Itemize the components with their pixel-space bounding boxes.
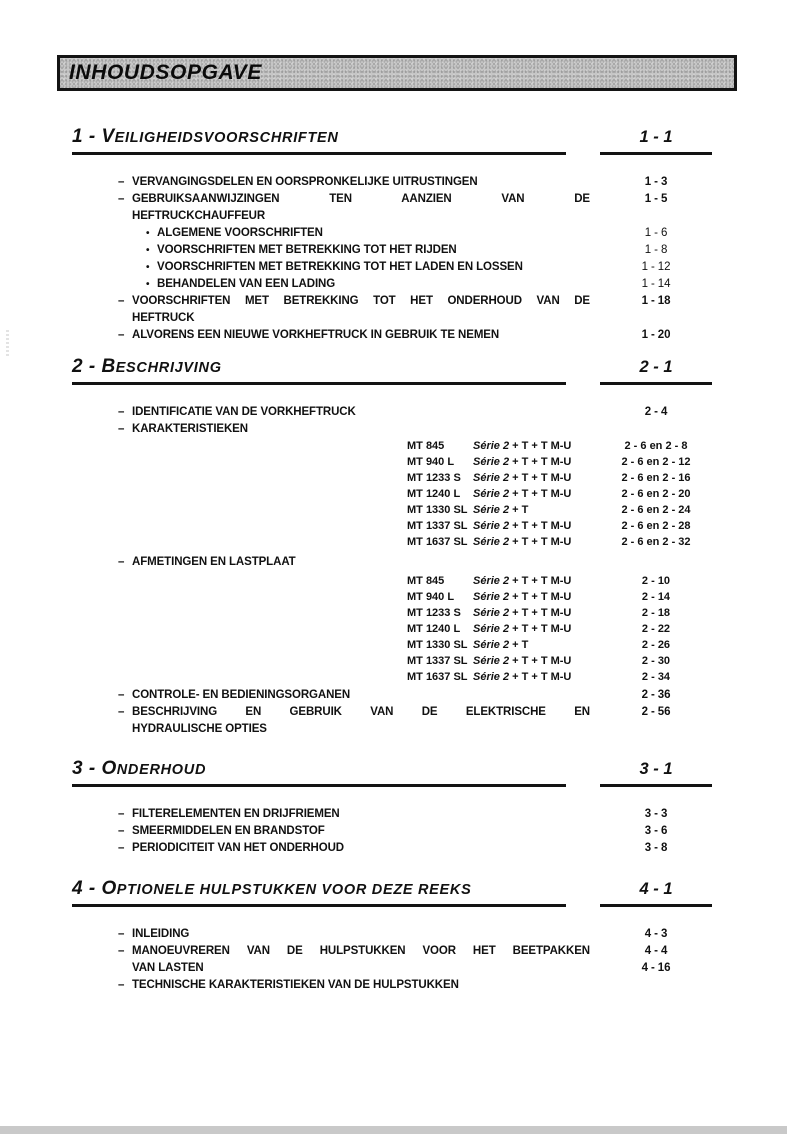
toc-item-page: 4 - 4 4 - 16 — [641, 945, 671, 974]
model-serie: Série 2 + T — [473, 504, 529, 516]
page-title: INHOUDSOPGAVE — [69, 61, 262, 84]
model-serie: Série 2 + T + T M-U — [473, 456, 572, 468]
dash-icon: – — [118, 979, 125, 991]
toc-item-label: INLEIDING — [132, 928, 190, 940]
toc-item-page: 1 - 6 — [644, 227, 668, 239]
model-name: MT 1330 SL — [407, 639, 468, 651]
toc-item-page: 4 - 3 — [644, 928, 668, 940]
model-page: 2 - 26 — [641, 639, 671, 651]
model-name: MT 940 L — [407, 591, 455, 603]
toc-item-label: MANOEUVREREN VAN DE HULPSTUKKEN VOOR HET BEETPAKKEN VAN LASTEN — [132, 945, 590, 974]
toc-item — [118, 704, 712, 738]
model-name: MT 1233 S — [407, 472, 461, 484]
dash-icon: – — [118, 176, 125, 188]
section-title-lead: 4 - O — [72, 878, 117, 899]
toc-item-label: KARAKTERISTIEKEN — [132, 423, 248, 435]
model-row — [407, 438, 712, 454]
model-page: 2 - 18 — [641, 607, 671, 619]
toc-item-label: AFMETINGEN EN LASTPLAAT — [132, 556, 296, 568]
model-name: MT 1240 L — [407, 488, 461, 500]
model-page: 2 - 10 — [641, 575, 671, 587]
section-title-rest: PTIONELE HULPSTUKKEN VOOR DEZE REEKS — [116, 882, 472, 898]
dash-icon: – — [118, 423, 125, 435]
model-page: 2 - 22 — [641, 623, 671, 635]
toc-item — [118, 926, 712, 943]
toc-item — [118, 242, 712, 259]
toc-item — [118, 174, 712, 191]
toc-item-page: 2 - 56 — [641, 706, 671, 718]
toc-item-page: 2 - 4 — [644, 406, 668, 418]
section-title-lead: 3 - O — [72, 758, 117, 779]
section-title-rest: NDERHOUD — [116, 762, 207, 778]
toc-item — [118, 421, 712, 438]
toc-item — [118, 943, 712, 977]
toc-item — [118, 823, 712, 840]
toc-item-page: 1 - 18 — [641, 295, 671, 307]
model-page: 2 - 6 en 2 - 28 — [621, 520, 691, 532]
model-page: 2 - 6 en 2 - 24 — [621, 504, 691, 516]
dash-icon: – — [118, 825, 125, 837]
toc-item-label: VOORSCHRIFTEN MET BETREKKING TOT HET ONDERHOUD VAN DE HEFTRUCK — [132, 295, 590, 324]
page-title-banner — [57, 55, 737, 91]
toc-item-page: 1 - 8 — [644, 244, 668, 256]
dash-icon: – — [118, 706, 125, 718]
toc-item-page: 1 - 12 — [641, 261, 671, 273]
toc-item — [118, 327, 712, 344]
toc-item — [118, 191, 712, 225]
model-row — [407, 573, 712, 589]
section-title-rest: EILIGHEIDSVOORSCHRIFTEN — [114, 130, 339, 146]
section-title — [72, 356, 566, 385]
section-title-lead: 1 - V — [72, 126, 115, 147]
section-heading — [72, 758, 712, 787]
model-serie: Série 2 + T + T M-U — [473, 591, 572, 603]
toc-item-label: BEHANDELEN VAN EEN LADING — [157, 278, 336, 290]
toc-item-page: 3 - 6 — [644, 825, 668, 837]
section-beschrijving — [72, 356, 712, 738]
toc-item-label: PERIODICITEIT VAN HET ONDERHOUD — [132, 842, 345, 854]
section-title — [72, 758, 566, 787]
dash-icon: – — [118, 556, 125, 568]
section-page-number: 1 - 1 — [600, 128, 712, 155]
bullet-icon: • — [146, 279, 150, 290]
toc-item-list — [118, 404, 712, 438]
scan-artifact — [6, 330, 9, 358]
model-row — [407, 653, 712, 669]
model-row — [407, 605, 712, 621]
model-row — [407, 621, 712, 637]
toc-item — [118, 225, 712, 242]
karakteristieken-model-table — [407, 438, 712, 550]
toc-item — [118, 276, 712, 293]
model-serie: Série 2 + T + T M-U — [473, 536, 572, 548]
section-veiligheidsvoorschriften — [72, 126, 712, 344]
model-serie: Série 2 + T + T M-U — [473, 575, 572, 587]
toc-item-page: 1 - 3 — [644, 176, 668, 188]
toc-item-page: 2 - 36 — [641, 689, 671, 701]
section-page-number: 4 - 1 — [600, 880, 712, 907]
model-name: MT 940 L — [407, 456, 455, 468]
model-serie: Série 2 + T + T M-U — [473, 488, 572, 500]
toc-item — [118, 259, 712, 276]
model-page: 2 - 6 en 2 - 8 — [624, 440, 688, 452]
toc-item — [118, 840, 712, 857]
toc-item-list — [118, 687, 712, 738]
section-optionele-hulpstukken — [72, 878, 712, 994]
model-row — [407, 486, 712, 502]
model-name: MT 1637 SL — [407, 671, 468, 683]
model-page: 2 - 6 en 2 - 16 — [621, 472, 691, 484]
dash-icon: – — [118, 945, 125, 957]
model-page: 2 - 6 en 2 - 32 — [621, 536, 691, 548]
model-name: MT 845 — [407, 575, 445, 587]
toc-item-list — [118, 174, 712, 344]
dash-icon: – — [118, 842, 125, 854]
toc-item-page: 1 - 14 — [641, 278, 671, 290]
dash-icon: – — [118, 329, 125, 341]
toc-item-list — [118, 806, 712, 857]
model-page: 2 - 34 — [641, 671, 671, 683]
dash-icon: – — [118, 689, 125, 701]
toc-item — [118, 293, 712, 327]
section-title-rest: ESCHRIJVING — [115, 360, 222, 376]
model-serie: Série 2 + T — [473, 639, 529, 651]
toc-item-label: VOORSCHRIFTEN MET BETREKKING TOT HET RIJDEN — [157, 244, 457, 256]
bullet-icon: • — [146, 245, 150, 256]
toc-item-list — [118, 926, 712, 994]
toc-item-list — [118, 554, 712, 571]
model-row — [407, 637, 712, 653]
toc-item-label: TECHNISCHE KARAKTERISTIEKEN VAN DE HULPSTUKKEN — [132, 979, 459, 991]
afmetingen-model-table — [407, 573, 712, 685]
toc-item — [118, 687, 712, 704]
model-name: MT 845 — [407, 440, 445, 452]
model-serie: Série 2 + T + T M-U — [473, 623, 572, 635]
toc-item-label: BESCHRIJVING EN GEBRUIK VAN DE ELEKTRISCHE EN HYDRAULISCHE OPTIES — [132, 706, 590, 735]
model-name: MT 1240 L — [407, 623, 461, 635]
model-serie: Série 2 + T + T M-U — [473, 655, 572, 667]
toc-item-label: SMEERMIDDELEN EN BRANDSTOF — [132, 825, 325, 837]
toc-item — [118, 404, 712, 421]
model-serie: Série 2 + T + T M-U — [473, 607, 572, 619]
model-row — [407, 534, 712, 550]
toc-item-label: CONTROLE- EN BEDIENINGSORGANEN — [132, 689, 351, 701]
model-name: MT 1637 SL — [407, 536, 468, 548]
model-row — [407, 502, 712, 518]
model-row — [407, 669, 712, 685]
toc-item-label: IDENTIFICATIE VAN DE VORKHEFTRUCK — [132, 406, 356, 418]
model-row — [407, 518, 712, 534]
model-row — [407, 454, 712, 470]
dash-icon: – — [118, 193, 125, 205]
dash-icon: – — [118, 295, 125, 307]
toc-item-page: 3 - 3 — [644, 808, 668, 820]
section-heading — [72, 356, 712, 385]
toc-item-label: GEBRUIKSAANWIJZINGEN TEN AANZIEN VAN DE HEFTRUCKCHAUFFEUR — [132, 193, 590, 222]
toc-item-label: FILTERELEMENTEN EN DRIJFRIEMEN — [132, 808, 340, 820]
section-heading — [72, 878, 712, 907]
dash-icon: – — [118, 808, 125, 820]
toc-item — [118, 977, 712, 994]
bullet-icon: • — [146, 228, 150, 239]
model-serie: Série 2 + T + T M-U — [473, 671, 572, 683]
model-serie: Série 2 + T + T M-U — [473, 440, 572, 452]
section-title — [72, 126, 566, 155]
model-name: MT 1337 SL — [407, 655, 468, 667]
model-page: 2 - 30 — [641, 655, 671, 667]
model-name: MT 1233 S — [407, 607, 461, 619]
toc-item-page: 3 - 8 — [644, 842, 668, 854]
section-page-number: 2 - 1 — [600, 358, 712, 385]
toc-item-label: VOORSCHRIFTEN MET BETREKKING TOT HET LADEN EN LOSSEN — [157, 261, 523, 273]
section-page-number: 3 - 1 — [600, 760, 712, 787]
model-serie: Série 2 + T + T M-U — [473, 472, 572, 484]
model-page: 2 - 14 — [641, 591, 671, 603]
section-title-lead: 2 - B — [72, 356, 116, 377]
model-page: 2 - 6 en 2 - 12 — [621, 456, 691, 468]
toc-item-label: ALGEMENE VOORSCHRIFTEN — [157, 227, 323, 239]
toc-item-page: 1 - 5 — [644, 193, 668, 205]
model-row — [407, 470, 712, 486]
scan-bottom-edge — [0, 1126, 787, 1134]
section-heading — [72, 126, 712, 155]
model-serie: Série 2 + T + T M-U — [473, 520, 572, 532]
toc-item — [118, 554, 712, 571]
toc-item-label: ALVORENS EEN NIEUWE VORKHEFTRUCK IN GEBRUIK TE NEMEN — [132, 329, 500, 341]
section-onderhoud — [72, 758, 712, 857]
model-name: MT 1330 SL — [407, 504, 468, 516]
dash-icon: – — [118, 406, 125, 418]
model-row — [407, 589, 712, 605]
bullet-icon: • — [146, 262, 150, 273]
toc-item-page: 1 - 20 — [641, 329, 671, 341]
section-title — [72, 878, 566, 907]
toc-item — [118, 806, 712, 823]
model-name: MT 1337 SL — [407, 520, 468, 532]
dash-icon: – — [118, 928, 125, 940]
model-page: 2 - 6 en 2 - 20 — [621, 488, 691, 500]
toc-item-label: VERVANGINGSDELEN EN OORSPRONKELIJKE UITRUSTINGEN — [132, 176, 478, 188]
